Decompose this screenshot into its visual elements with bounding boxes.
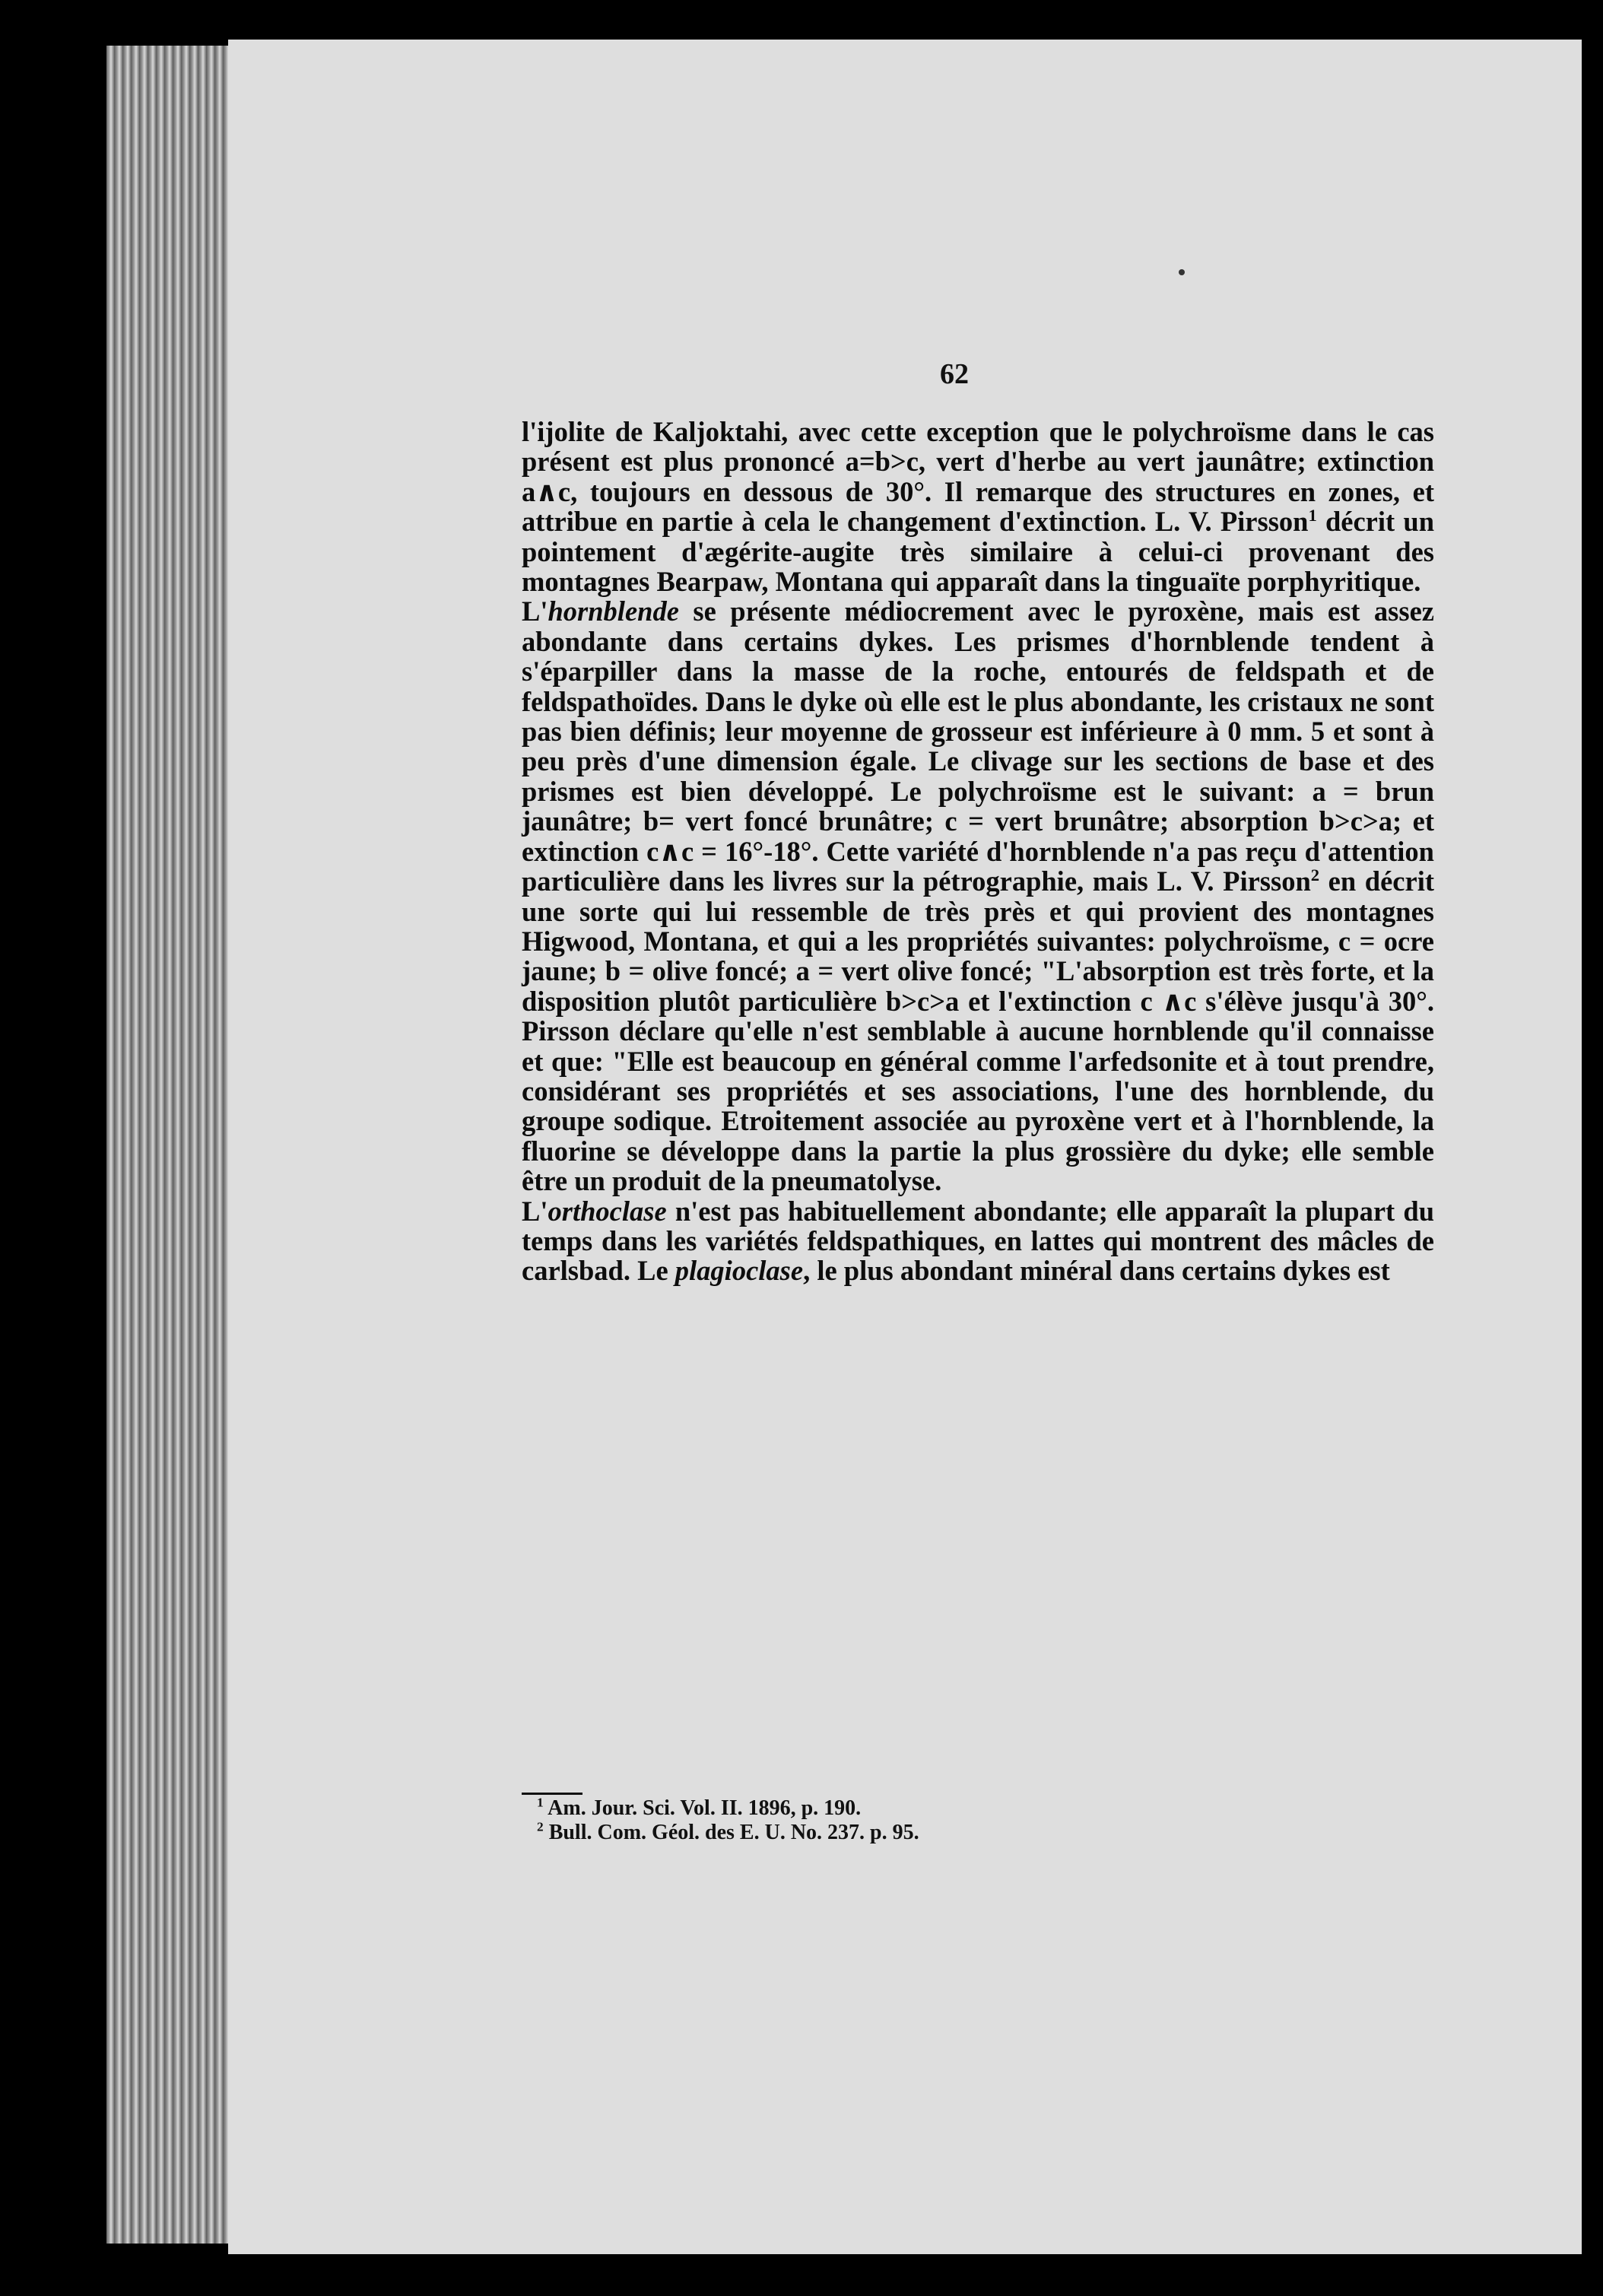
term-hornblende: hornblende (548, 595, 679, 627)
paragraph-3-text: n'est pas habituellement abondante; elle apparaît la plupart du temps dans les variétés feldspathiques, en lattes qui montrent des mâcles de carlsbad. Le (522, 1195, 1434, 1287)
footnote-divider (522, 1793, 582, 1795)
footnote-mark-2: 2 (537, 1819, 544, 1834)
paragraph-2-lead: L' (522, 595, 548, 627)
paragraph-1 (522, 417, 1434, 596)
footnote-2-text: Bull. Com. Géol. des E. U. No. 237. p. 95. (543, 1821, 919, 1844)
book-page-edges (106, 46, 236, 2244)
term-orthoclase: orthoclase (548, 1195, 667, 1227)
paragraph-3-lead: L' (522, 1195, 548, 1227)
footnote-mark-1: 1 (537, 1795, 544, 1810)
footnote-1 (537, 1796, 1221, 1821)
footnote-2 (537, 1821, 1221, 1845)
footnotes (537, 1796, 1221, 1845)
paragraph-1-text: l'ijolite de Kaljoktahi, avec cette exception que le polychroïsme dans le cas présent est plus prononcé a=b>c, vert d'herbe au vert jaunâtre; extinction a∧c, toujours en dessous de 30°. Il remarque des structures en zones, et attribue en partie à cela le changement d'extinction. L. V. Pirsson (522, 416, 1434, 538)
paragraph-3-rest: , le plus abondant minéral dans certains dykes est (803, 1255, 1390, 1287)
paragraph-2 (522, 596, 1434, 1196)
footnote-1-text: Am. Jour. Sci. Vol. II. 1896, p. 190. (543, 1796, 862, 1820)
paragraph-3 (522, 1196, 1434, 1286)
ink-speck (1179, 269, 1185, 275)
page-number: 62 (940, 358, 969, 390)
paragraph-2-rest: en décrit une sorte qui lui ressemble de très près et qui provient des montagnes Higwood, Montana, et qui a les propriétés suivantes: polychroïsme, c = ocre jaune; b = olive foncé; a = vert olive foncé; "L'absorption est très forte, et la disposition plutôt particulière b>c>a et l'extinction c ∧c s'élève jusqu'à 30°. Pirsson déclare qu'elle n'est semblable à aucune hornblende qu'il connaisse et que: "Elle est beaucoup en général comme l'arfedsonite et à tout prendre, considérant ses propriétés et ses associations, l'une des hornblende, du groupe sodique. Etroitement associée au pyroxène vert et à l'hornblende, la fluorine se développe dans la partie la plus grossière du dyke; elle semble être un produit de la pneumatolyse. (522, 865, 1434, 1197)
paragraph-1-rest: décrit un pointement d'ægérite-augite très similaire à celui-ci provenant des montagnes Bearpaw, Montana qui apparaît dans la tinguaïte porphyritique. (522, 506, 1435, 598)
footnote-ref-2: 2 (1310, 865, 1320, 884)
paragraph-2-text: se présente médiocrement avec le pyroxène, mais est assez abondante dans certains dykes. Les prismes d'hornblende tendent à s'éparpiller dans la masse de la roche, entourés de feldspath et de feldspathoïdes. Dans le dyke où elle est le plus abondante, les cristaux ne sont pas bien définis; leur moyenne de grosseur est inférieure à 0 mm. 5 et sont à peu près d'une dimension égale. Le clivage sur les sections de base et des prismes est bien développé. Le polychroïsme est le suivant: a = brun jaunâtre; b= vert foncé brunâtre; c = vert brunâtre; absorption b>c>a; et extinction c∧c = 16°-18°. Cette variété d'hornblende n'a pas reçu d'attention particulière dans les livres sur la pétrographie, mais L. V. Pirsson (522, 595, 1434, 897)
footnote-ref-1: 1 (1308, 506, 1317, 526)
body-text (522, 417, 1434, 1286)
term-plagioclase: plagioclase (675, 1255, 804, 1287)
